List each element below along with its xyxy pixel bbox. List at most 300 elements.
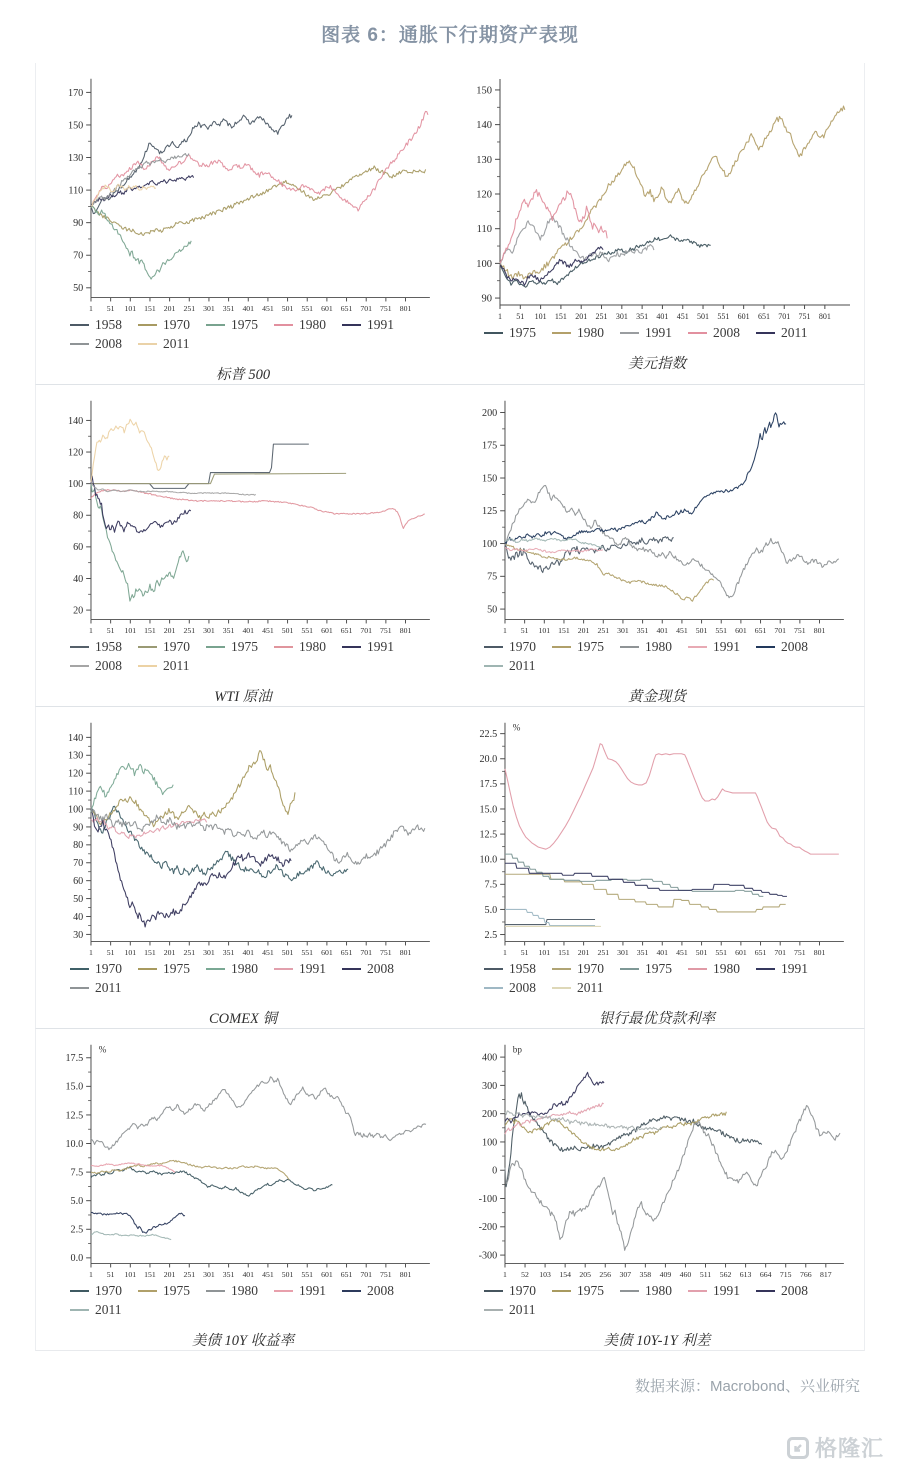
legend-item <box>756 961 808 977</box>
series-1991 <box>91 176 194 207</box>
legend-swatch-icon <box>484 968 503 970</box>
legend-label: 1980 <box>577 325 604 340</box>
legend-label: 1980 <box>645 1283 672 1298</box>
svg-text:151: 151 <box>144 1270 156 1280</box>
svg-text:60: 60 <box>73 876 84 888</box>
legend-item <box>484 1283 536 1299</box>
series-1975 <box>91 751 295 827</box>
series-1980 <box>91 1077 426 1150</box>
legend-item <box>138 639 190 655</box>
chart-title-4: 黄金现货 <box>628 689 686 705</box>
svg-text:201: 201 <box>163 304 176 314</box>
svg-text:1: 1 <box>503 1270 507 1280</box>
legend-item <box>484 639 536 655</box>
svg-text:664: 664 <box>759 1270 772 1280</box>
series-1975 <box>500 235 711 287</box>
svg-text:51: 51 <box>106 304 115 314</box>
legend-swatch-icon <box>342 968 361 970</box>
legend-swatch-icon <box>688 1290 707 1292</box>
series-1975 <box>505 1112 726 1151</box>
legend-item <box>342 961 394 977</box>
legend-item <box>138 961 190 977</box>
legend-item <box>70 336 122 352</box>
svg-text:801: 801 <box>399 948 412 958</box>
legend-label: 1970 <box>509 639 536 654</box>
svg-text:401: 401 <box>242 1270 255 1280</box>
svg-text:401: 401 <box>656 312 669 321</box>
series-1991 <box>91 476 191 533</box>
svg-text:801: 801 <box>399 1270 412 1280</box>
svg-text:451: 451 <box>262 1270 274 1280</box>
legend-label: 1975 <box>231 317 258 332</box>
legend-item <box>138 658 190 674</box>
svg-text:12.5: 12.5 <box>479 829 498 841</box>
svg-text:0: 0 <box>492 1165 498 1177</box>
chart-legend-5 <box>36 961 450 996</box>
legend-label: 1991 <box>781 961 808 976</box>
legend-label: 1991 <box>713 639 740 654</box>
legend-swatch-icon <box>138 665 157 667</box>
legend-label: 1975 <box>163 961 190 976</box>
svg-text:701: 701 <box>774 626 787 636</box>
svg-text:562: 562 <box>719 1270 732 1280</box>
chart-plot-6 <box>458 715 856 959</box>
svg-text:140: 140 <box>68 732 84 744</box>
chart-plot-8 <box>458 1037 856 1281</box>
svg-text:51: 51 <box>106 948 115 958</box>
svg-text:110: 110 <box>476 224 492 236</box>
svg-text:50: 50 <box>487 604 498 616</box>
legend-swatch-icon <box>342 324 361 326</box>
svg-text:601: 601 <box>321 1270 333 1280</box>
svg-text:101: 101 <box>124 1270 137 1280</box>
legend-swatch-icon <box>756 646 775 648</box>
chart-cell-6 <box>450 707 864 1028</box>
legend-item <box>620 325 672 341</box>
chart-legend-4 <box>450 639 864 674</box>
legend-swatch-icon <box>756 1290 775 1292</box>
svg-text:30: 30 <box>73 929 84 941</box>
chart-legend-6 <box>450 961 864 996</box>
svg-text:501: 501 <box>695 626 708 636</box>
svg-text:551: 551 <box>717 312 730 321</box>
svg-text:801: 801 <box>813 626 826 636</box>
svg-text:130: 130 <box>68 152 84 164</box>
series-1980 <box>91 490 425 529</box>
svg-text:20.0: 20.0 <box>479 754 498 766</box>
svg-text:451: 451 <box>262 948 274 958</box>
svg-text:651: 651 <box>340 1270 353 1280</box>
svg-text:7.5: 7.5 <box>70 1167 84 1179</box>
page-title: 图表 6：通胀下行期资产表现 <box>321 25 579 46</box>
logo-icon <box>786 1436 810 1460</box>
svg-text:351: 351 <box>222 1270 235 1280</box>
legend-swatch-icon <box>552 987 571 989</box>
svg-text:51: 51 <box>520 626 529 636</box>
legend-swatch-icon <box>552 1290 571 1292</box>
svg-text:613: 613 <box>739 1270 752 1280</box>
chart-title-6: 银行最优贷款利率 <box>599 1011 715 1027</box>
svg-text:90: 90 <box>73 218 84 230</box>
legend-swatch-icon <box>206 1290 225 1292</box>
svg-text:100: 100 <box>482 1137 498 1149</box>
logo-text: 格隆汇 <box>814 1436 884 1461</box>
legend-swatch-icon <box>688 968 707 970</box>
series-2008 <box>505 909 595 925</box>
svg-text:251: 251 <box>183 1270 196 1280</box>
svg-text:401: 401 <box>242 626 255 636</box>
svg-text:701: 701 <box>360 304 373 314</box>
svg-text:751: 751 <box>794 948 806 958</box>
svg-text:90: 90 <box>73 822 84 834</box>
svg-text:351: 351 <box>636 312 649 321</box>
svg-text:715: 715 <box>779 1270 792 1280</box>
svg-text:701: 701 <box>360 626 373 636</box>
legend-swatch-icon <box>484 332 503 334</box>
svg-text:801: 801 <box>399 304 412 314</box>
svg-text:51: 51 <box>520 948 529 958</box>
svg-text:256: 256 <box>599 1270 612 1280</box>
legend-label: 1958 <box>95 639 122 654</box>
legend-item <box>484 1302 536 1318</box>
legend-swatch-icon <box>138 646 157 648</box>
svg-text:170: 170 <box>68 87 84 99</box>
legend-item <box>552 325 604 341</box>
svg-text:351: 351 <box>222 304 235 314</box>
series-1970 <box>91 473 346 483</box>
svg-text:150: 150 <box>476 85 492 97</box>
series-1980 <box>500 106 845 279</box>
legend-swatch-icon <box>274 968 293 970</box>
chart-plot-3 <box>44 393 442 637</box>
chart-cell-8 <box>450 1029 864 1350</box>
svg-text:120: 120 <box>68 447 84 459</box>
legend-swatch-icon <box>70 343 89 345</box>
svg-text:151: 151 <box>144 304 156 314</box>
series-1958 <box>505 919 595 924</box>
svg-text:701: 701 <box>778 312 791 321</box>
svg-text:451: 451 <box>262 626 274 636</box>
legend-label: 1970 <box>163 639 190 654</box>
svg-text:-300: -300 <box>478 1250 498 1262</box>
svg-text:301: 301 <box>203 948 215 958</box>
legend-swatch-icon <box>552 332 571 334</box>
chart-plot-5 <box>44 715 442 959</box>
legend-label: 2008 <box>367 961 394 976</box>
legend-item <box>70 658 122 674</box>
svg-text:801: 801 <box>818 312 831 321</box>
source-note: 数据来源：Macrobond、兴业研究 <box>634 1378 860 1395</box>
svg-text:%: % <box>512 722 521 733</box>
svg-text:751: 751 <box>794 626 806 636</box>
svg-text:175: 175 <box>482 440 498 452</box>
svg-text:12.5: 12.5 <box>65 1110 84 1122</box>
svg-text:501: 501 <box>281 948 294 958</box>
legend-label: 1991 <box>713 1283 740 1298</box>
series-1980 <box>91 763 173 811</box>
legend-item <box>620 639 672 655</box>
legend-swatch-icon <box>484 665 503 667</box>
svg-text:80: 80 <box>73 840 84 852</box>
series-1970 <box>91 1167 332 1196</box>
svg-text:460: 460 <box>679 1270 692 1280</box>
svg-text:100: 100 <box>68 804 84 816</box>
legend-swatch-icon <box>756 968 775 970</box>
legend-item <box>70 980 122 996</box>
legend-label: 1975 <box>509 325 536 340</box>
svg-text:251: 251 <box>597 948 610 958</box>
chart-plot-2 <box>458 71 856 323</box>
svg-text:151: 151 <box>554 312 567 321</box>
svg-text:101: 101 <box>534 312 547 321</box>
legend-item <box>274 961 326 977</box>
legend-swatch-icon <box>552 646 571 648</box>
legend-item <box>206 317 258 333</box>
legend-item <box>756 639 808 655</box>
series-1980 <box>91 111 428 211</box>
series-1975 <box>505 854 763 896</box>
svg-text:551: 551 <box>301 626 314 636</box>
svg-text:151: 151 <box>558 948 570 958</box>
svg-text:300: 300 <box>482 1080 498 1092</box>
svg-text:601: 601 <box>321 626 333 636</box>
legend-label: 1975 <box>645 961 672 976</box>
legend-item <box>274 639 326 655</box>
legend-item <box>70 1283 122 1299</box>
legend-label: 2011 <box>95 1302 122 1317</box>
legend-label: 2008 <box>509 980 536 995</box>
legend-item <box>620 961 672 977</box>
legend-label: 1975 <box>231 639 258 654</box>
series-2011 <box>505 538 603 548</box>
legend-label: 2011 <box>577 980 604 995</box>
chart-cell-4 <box>450 385 864 706</box>
svg-text:80: 80 <box>73 510 84 522</box>
legend-item <box>552 961 604 977</box>
legend-label: 1958 <box>95 317 122 332</box>
series-2008 <box>91 808 291 927</box>
legend-label: 2011 <box>781 325 808 340</box>
series-1958 <box>91 444 309 488</box>
svg-text:701: 701 <box>360 1270 373 1280</box>
chart-plot-7 <box>44 1037 442 1281</box>
svg-text:15.0: 15.0 <box>479 804 498 816</box>
svg-text:601: 601 <box>735 948 747 958</box>
svg-text:817: 817 <box>820 1270 832 1280</box>
svg-text:351: 351 <box>222 948 235 958</box>
svg-text:651: 651 <box>754 626 767 636</box>
legend-swatch-icon <box>138 1290 157 1292</box>
svg-text:151: 151 <box>144 948 156 958</box>
chart-legend-2 <box>450 325 864 341</box>
gelonghui-logo <box>786 1432 884 1463</box>
legend-item <box>274 317 326 333</box>
legend-swatch-icon <box>274 324 293 326</box>
legend-swatch-icon <box>70 987 89 989</box>
svg-text:151: 151 <box>558 626 570 636</box>
svg-text:1: 1 <box>89 948 93 958</box>
svg-text:751: 751 <box>380 1270 392 1280</box>
legend-swatch-icon <box>756 332 775 334</box>
legend-item <box>552 980 604 996</box>
svg-text:150: 150 <box>68 120 84 132</box>
svg-text:151: 151 <box>144 626 156 636</box>
svg-text:401: 401 <box>656 948 669 958</box>
svg-text:1: 1 <box>498 312 502 321</box>
svg-text:40: 40 <box>73 573 84 585</box>
svg-text:40: 40 <box>73 911 84 923</box>
legend-label: 1980 <box>231 1283 258 1298</box>
series-1991 <box>505 1103 604 1134</box>
legend-label: 1991 <box>367 317 394 332</box>
svg-text:501: 501 <box>281 626 294 636</box>
svg-text:130: 130 <box>476 154 492 166</box>
legend-item <box>688 639 740 655</box>
svg-text:401: 401 <box>656 626 669 636</box>
svg-text:201: 201 <box>163 626 176 636</box>
series-1970 <box>505 537 674 573</box>
legend-swatch-icon <box>688 646 707 648</box>
charts-row-4 <box>35 1028 865 1351</box>
series-1975 <box>91 1160 289 1179</box>
svg-text:110: 110 <box>68 786 84 798</box>
svg-text:100: 100 <box>476 258 492 270</box>
svg-text:101: 101 <box>538 948 551 958</box>
svg-text:1: 1 <box>503 948 507 958</box>
series-1970 <box>505 1093 762 1187</box>
series-1980 <box>505 485 839 597</box>
svg-text:601: 601 <box>737 312 750 321</box>
legend-label: 2008 <box>781 1283 808 1298</box>
legend-label: 2011 <box>509 1302 536 1317</box>
svg-text:451: 451 <box>676 626 688 636</box>
svg-text:0.0: 0.0 <box>70 1253 84 1265</box>
legend-item <box>688 325 740 341</box>
legend-label: 1975 <box>163 1283 190 1298</box>
svg-text:50: 50 <box>73 283 84 295</box>
svg-text:20: 20 <box>73 605 84 617</box>
series-1980 <box>505 744 839 854</box>
legend-label: 1980 <box>231 961 258 976</box>
svg-text:501: 501 <box>281 304 294 314</box>
legend-swatch-icon <box>552 968 571 970</box>
legend-item <box>70 1302 122 1318</box>
svg-text:5.0: 5.0 <box>70 1196 84 1208</box>
svg-text:301: 301 <box>203 626 215 636</box>
svg-text:301: 301 <box>203 1270 215 1280</box>
svg-text:651: 651 <box>340 626 353 636</box>
legend-label: 1970 <box>95 1283 122 1298</box>
legend-item <box>688 1283 740 1299</box>
legend-label: 1970 <box>95 961 122 976</box>
svg-text:601: 601 <box>321 304 333 314</box>
legend-label: 2008 <box>95 658 122 673</box>
svg-text:551: 551 <box>301 948 314 958</box>
legend-item <box>484 961 536 977</box>
legend-item <box>206 1283 258 1299</box>
chart-title-5: COMEX 铜 <box>208 1011 278 1027</box>
chart-cell-2 <box>450 63 864 384</box>
legend-label: 1958 <box>509 961 536 976</box>
svg-text:-100: -100 <box>478 1193 498 1205</box>
svg-text:bp: bp <box>512 1044 522 1055</box>
chart-plot-4 <box>458 393 856 637</box>
legend-swatch-icon <box>620 332 639 334</box>
legend-swatch-icon <box>138 343 157 345</box>
legend-item <box>138 336 190 352</box>
svg-text:351: 351 <box>222 626 235 636</box>
series-1970 <box>505 874 786 912</box>
chart-title-8: 美债 10Y-1Y 利差 <box>603 1333 711 1349</box>
svg-text:51: 51 <box>516 312 525 321</box>
legend-label: 2008 <box>713 325 740 340</box>
chart-plot-1 <box>44 71 442 315</box>
svg-text:451: 451 <box>262 304 274 314</box>
legend-label: 1970 <box>577 961 604 976</box>
svg-text:1: 1 <box>503 626 507 636</box>
svg-text:701: 701 <box>774 948 787 958</box>
series-1991 <box>91 1163 175 1172</box>
legend-item <box>484 980 536 996</box>
svg-text:201: 201 <box>163 948 176 958</box>
legend-label: 1970 <box>509 1283 536 1298</box>
svg-text:307: 307 <box>619 1270 632 1280</box>
legend-label: 2008 <box>781 639 808 654</box>
svg-text:551: 551 <box>301 304 314 314</box>
series-1970 <box>91 166 426 236</box>
legend-swatch-icon <box>138 968 157 970</box>
legend-item <box>484 658 536 674</box>
series-2008 <box>500 190 607 264</box>
svg-text:200: 200 <box>482 407 498 419</box>
svg-text:200: 200 <box>482 1109 498 1121</box>
svg-text:101: 101 <box>124 626 137 636</box>
svg-text:130: 130 <box>68 750 84 762</box>
svg-text:501: 501 <box>281 1270 294 1280</box>
legend-swatch-icon <box>274 1290 293 1292</box>
series-1975 <box>91 206 191 279</box>
svg-text:17.5: 17.5 <box>479 779 498 791</box>
legend-label: 2011 <box>509 658 536 673</box>
svg-text:301: 301 <box>617 948 629 958</box>
legend-swatch-icon <box>70 968 89 970</box>
svg-text:201: 201 <box>577 948 590 958</box>
legend-label: 1970 <box>163 317 190 332</box>
charts-row-3 <box>35 706 865 1028</box>
svg-text:15.0: 15.0 <box>65 1081 84 1093</box>
legend-swatch-icon <box>274 646 293 648</box>
legend-label: 1991 <box>367 639 394 654</box>
chart-title-2: 美元指数 <box>628 356 686 372</box>
legend-swatch-icon <box>206 324 225 326</box>
svg-text:70: 70 <box>73 858 84 870</box>
legend-item <box>756 1283 808 1299</box>
legend-swatch-icon <box>484 987 503 989</box>
svg-text:766: 766 <box>799 1270 812 1280</box>
svg-text:90: 90 <box>481 293 492 305</box>
svg-text:10.0: 10.0 <box>65 1138 84 1150</box>
legend-swatch-icon <box>484 1309 503 1311</box>
svg-text:401: 401 <box>242 304 255 314</box>
svg-text:%: % <box>98 1044 107 1055</box>
legend-swatch-icon <box>620 968 639 970</box>
legend-swatch-icon <box>688 332 707 334</box>
svg-text:17.5: 17.5 <box>65 1053 84 1065</box>
svg-text:601: 601 <box>321 948 333 958</box>
svg-text:251: 251 <box>183 304 196 314</box>
series-1958 <box>91 114 292 213</box>
series-1975 <box>91 484 189 601</box>
